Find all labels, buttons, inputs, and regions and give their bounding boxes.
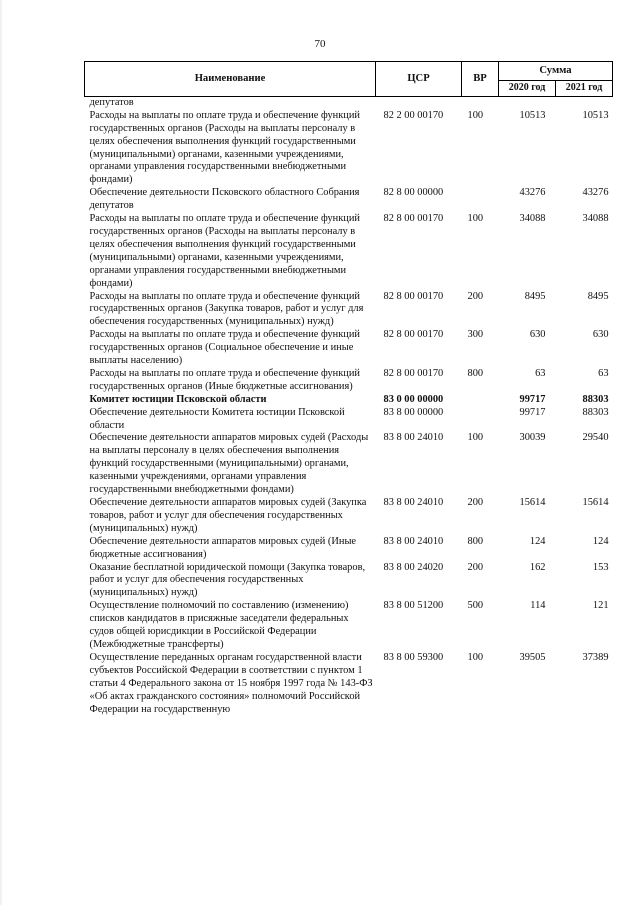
- cell-sum-2021: [556, 96, 613, 109]
- header-year-2020: 2020 год: [499, 81, 556, 97]
- cell-sum-2021: 88303: [582, 393, 609, 405]
- cell-csr: 83 8 00 00000: [383, 406, 444, 418]
- cell-sum-2021: 8495: [587, 290, 609, 302]
- cell-csr: 82 8 00 00170: [383, 329, 444, 341]
- table-row: [85, 562, 613, 601]
- cell-name: Расходы на выплаты по оплате труда и обеспечение функций государственных органов (Закупка товаров, работ и услуг для обеспечения государственных (муниципальных) нужд): [89, 290, 364, 328]
- cell-sum-2020: 63: [535, 367, 546, 379]
- cell-sum-2021: 10513: [582, 109, 609, 121]
- table-body: [85, 96, 613, 716]
- cell-sum-2020: 39505: [519, 651, 546, 663]
- cell-sum-2021: 88303: [582, 406, 609, 418]
- cell-csr: 82 8 00 00000: [383, 187, 444, 199]
- table-row: [85, 368, 613, 394]
- table-row: [85, 110, 613, 187]
- cell-vr: 300: [467, 329, 484, 341]
- cell-name: Обеспечение деятельности Псковского областного Собрания депутатов: [89, 187, 360, 212]
- header-vr: ВР: [462, 62, 499, 97]
- cell-sum-2020: 8495: [524, 290, 546, 302]
- table-row: [85, 432, 613, 497]
- table-row: [85, 213, 613, 290]
- cell-sum-2021: 630: [592, 329, 609, 341]
- cell-sum-2020: 99717: [519, 393, 546, 405]
- cell-sum-2021: 121: [592, 600, 609, 612]
- cell-name: Расходы на выплаты по оплате труда и обеспечение функций государственных органов (Социальное обеспечение и иные выплаты населению): [89, 329, 360, 367]
- cell-vr: [462, 187, 499, 213]
- header-csr: ЦСР: [376, 62, 462, 97]
- cell-csr: 83 8 00 24020: [383, 561, 444, 573]
- cell-sum-2020: [499, 96, 556, 109]
- cell-csr: 83 8 00 51200: [383, 600, 444, 612]
- cell-name: Осуществление полномочий по составлению (изменению) списков кандидатов в присяжные заседатели федеральных судов общей юрисдикции в Российской Федерации (Межбюджетные трансферты): [89, 600, 349, 650]
- cell-sum-2021: 124: [592, 535, 609, 547]
- page-number: 70: [314, 38, 326, 50]
- cell-csr: 82 2 00 00170: [383, 109, 444, 121]
- cell-sum-2020: 124: [529, 535, 546, 547]
- cell-sum-2020: 34088: [519, 213, 546, 225]
- table-row: [85, 329, 613, 368]
- cell-vr: [462, 394, 499, 407]
- cell-vr: 100: [467, 213, 484, 225]
- cell-name: депутатов: [89, 96, 134, 108]
- table-row: [85, 291, 613, 330]
- cell-name: Оказание бесплатной юридической помощи (Закупка товаров, работ и услуг для обеспечения государственных (муниципальных) нужд): [89, 561, 366, 599]
- scan-edge: [0, 0, 2, 905]
- cell-sum-2021: 29540: [582, 432, 609, 444]
- cell-vr: 800: [467, 535, 484, 547]
- cell-csr: 82 8 00 00170: [383, 367, 444, 379]
- table-row: [85, 407, 613, 433]
- cell-sum-2021: 43276: [582, 187, 609, 199]
- cell-vr: 800: [467, 367, 484, 379]
- cell-name: Обеспечение деятельности Комитета юстиции Псковской области: [89, 406, 345, 431]
- cell-sum-2020: 10513: [519, 109, 546, 121]
- table-header: [85, 62, 613, 97]
- table-row: [85, 497, 613, 536]
- cell-sum-2020: 162: [529, 561, 546, 573]
- cell-vr: 200: [467, 290, 484, 302]
- cell-csr: 83 8 00 24010: [383, 535, 444, 547]
- cell-vr: 100: [467, 432, 484, 444]
- cell-sum-2021: 37389: [582, 651, 609, 663]
- table-row: [85, 96, 613, 109]
- cell-sum-2020: 30039: [519, 432, 546, 444]
- budget-table: [84, 61, 613, 716]
- cell-name: Расходы на выплаты по оплате труда и обеспечение функций государственных органов (Расходы на выплаты персоналу в целях обеспечения выполнения функций государственными (муниципальными) органами, казенными учреждениями, органами управления государственными внебюджетными фондами): [89, 109, 360, 186]
- cell-csr: 83 0 00 00000: [383, 393, 444, 405]
- cell-name: Обеспечение деятельности аппаратов мировых судей (Закупка товаров, работ и услуг для обеспечения государственных (муниципальных) нужд): [89, 497, 367, 534]
- cell-sum-2020: 114: [530, 600, 546, 612]
- cell-vr: 100: [467, 109, 484, 121]
- cell-csr: 82 8 00 00170: [383, 290, 444, 302]
- cell-sum-2021: 63: [598, 367, 609, 379]
- cell-name: Обеспечение деятельности аппаратов мировых судей (Иные бюджетные ассигнования): [89, 535, 357, 560]
- cell-vr: 200: [467, 497, 484, 508]
- cell-sum-2021: 153: [592, 561, 609, 573]
- cell-sum-2021: 15614: [582, 497, 609, 508]
- cell-sum-2020: 15614: [519, 497, 546, 508]
- cell-vr: [462, 407, 499, 433]
- cell-vr: 100: [467, 651, 484, 663]
- cell-name: Обеспечение деятельности аппаратов мировых судей (Расходы на выплаты персоналу в целях обеспечения выполнения функций государственными (муниципальными) органами, казенными учреждениями, органами управления государственными внебюджетными фондами): [89, 432, 369, 496]
- table-row: [85, 187, 613, 213]
- cell-sum-2020: 99717: [519, 406, 546, 418]
- header-sum: Сумма: [499, 62, 613, 81]
- cell-sum-2020: 43276: [519, 187, 546, 199]
- cell-sum-2020: 630: [529, 329, 546, 341]
- cell-name: Осуществление переданных органам государственной власти субъектов Российской Федерации в соответствии с пунктом 1 статьи 4 Федерального закона от 15 ноября 1997 года № 143-ФЗ «Об актах гражданского состояния» полномочий Российской Федерации на государственную: [89, 651, 373, 715]
- header-name: Наименование: [85, 62, 376, 97]
- cell-name: Комитет юстиции Псковской области: [89, 393, 267, 405]
- cell-vr: 500: [467, 600, 484, 612]
- table-row: [85, 536, 613, 562]
- cell-vr: [462, 96, 499, 109]
- cell-vr: 200: [467, 561, 484, 573]
- cell-sum-2021: 34088: [582, 213, 609, 225]
- cell-csr: 83 8 00 24010: [383, 497, 444, 508]
- cell-csr: 82 8 00 00170: [383, 213, 444, 225]
- cell-name: Расходы на выплаты по оплате труда и обеспечение функций государственных органов (Расходы на выплаты персоналу в целях обеспечения выполнения функций государственными (муниципальными) органами, казенными учреждениями, органами управления государственными внебюджетными фондами): [89, 213, 360, 289]
- cell-csr: 83 8 00 24010: [383, 432, 444, 444]
- cell-name: Расходы на выплаты по оплате труда и обеспечение функций государственных органов (Иные бюджетные ассигнования): [89, 367, 360, 392]
- cell-csr: 83 8 00 59300: [383, 651, 444, 663]
- cell-csr: [376, 96, 462, 109]
- header-year-2021: 2021 год: [556, 81, 613, 97]
- table-row: [85, 600, 613, 652]
- table-row: [85, 394, 613, 407]
- table-row: [85, 652, 613, 717]
